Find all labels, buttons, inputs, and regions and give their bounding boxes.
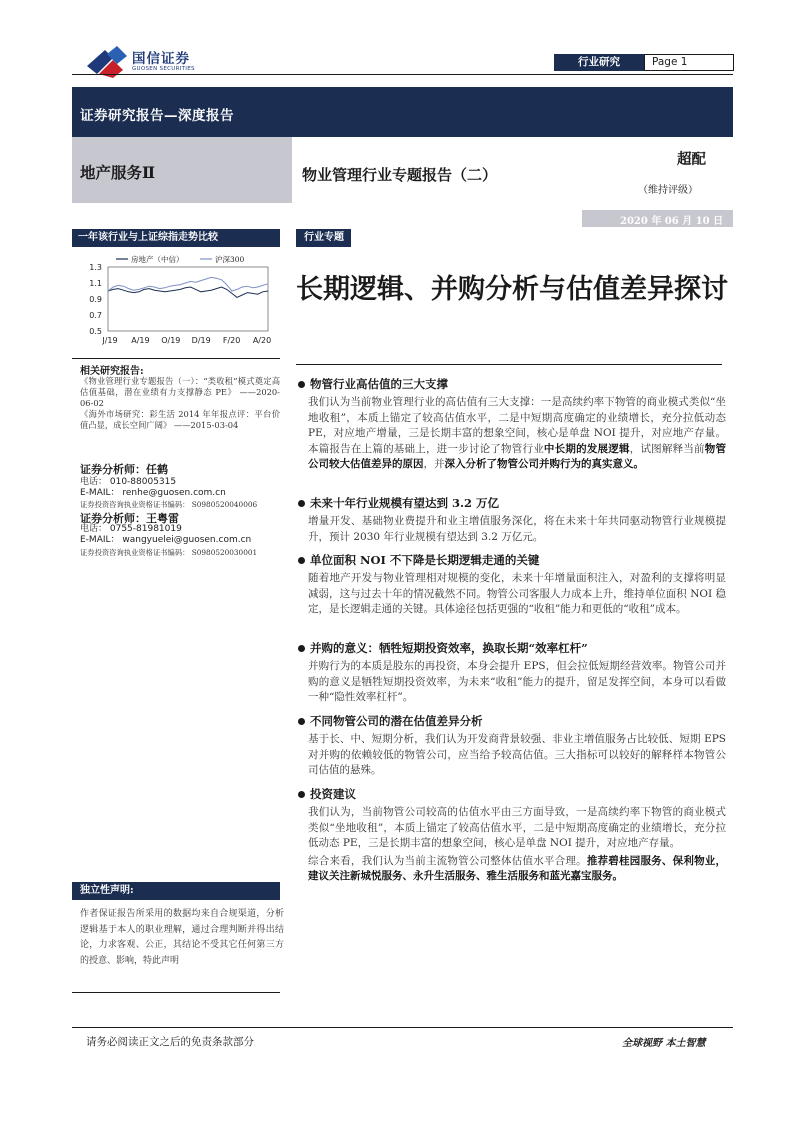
analyst-1-name: 任鹤 [146,463,168,476]
section-1-heading: 物管行业高估值的三大支撑 [296,376,726,393]
footer-slogan: 全球视野 本土智慧 [622,1038,706,1049]
related-item-1: 《物业管理行业专题报告（一）：“类收租”模式奠定高估值基础，潜在业绩有力支撑静态 PE》 ——2020-06-02 [80,376,280,408]
x-tick-label: J/19 [102,336,118,345]
section-6-heading: 投资建议 [296,786,726,803]
rating-note: （维持评级） [638,185,698,196]
section-1 [296,376,726,473]
rating: 超配 [677,151,706,168]
section-6 [296,786,726,885]
x-tick-label: F/20 [222,336,241,345]
section-2-body: 增量开发、基础物业费提升和业主增值服务深化，将在未来十年共同驱动物管行业规模提升，预计 2030 年行业规模有望达到 3.2 万亿元。 [308,515,726,543]
section-2 [296,495,726,545]
trend-chart [72,249,282,349]
legend-label-2: 沪深300 [215,255,245,264]
section-4-heading: 并购的意义：牺牲短期投资效率，换取长期“效率杠杆” [296,640,726,657]
independence-divider [72,992,280,993]
analyst-2-email[interactable]: E-MAIL： wangyuelei@guosen.com.cn [80,535,252,545]
section-6-body: 我们认为，当前物管公司较高的估值水平由三方面导致，一是高续约率下物管的商业模式类似“坐地收租”，本质上锚定了较高估值水平，二是中短期高度确定的业绩增长，充分拉低动态 PE，三是长期丰富的想象空间，核心是单盘 NOI 提升，对应地产存量。 [308,806,726,850]
y-tick-label: 0.7 [89,311,102,320]
report-date: 2020 年 06 月 10 日 [620,216,724,227]
logo-name-en: GUOSEN SECURITIES [132,66,195,72]
y-tick-label: 0.5 [89,327,102,336]
chart-title: 一年该行业与上证综指走势比较 [72,229,280,247]
section-5-heading: 不同物管公司的潜在估值差异分析 [296,713,726,730]
section-5-body: 基于长、中、短期分析，我们认为开发商背景较强、非业主增值服务占比较低、短期 EPS 对并购的依赖较低的物管公司，应当给予较高估值。三大指标可以较好的解释样本物管公司估值的悬殊。 [308,733,726,777]
analyst-1-phone: 电话： 010-88005315 [80,477,177,487]
analyst-2-cert: 证券投资咨询执业资格证书编码： S0980520030001 [80,548,258,557]
legend-label-1: 房地产（中信） [131,255,184,264]
section-3-body: 随着地产开发与物业管理相对规模的变化，未来十年增量面积注入，对盈利的支撑将明显减弱，这与过去十年的情况截然不同。物管公司客服人力成本上升，维持单位面积 NOI 稳定，是长逻辑走通的关键。具体途径包括更强的“收租”能力和更低的“收租”成本。 [308,572,726,616]
independence-text: 作者保证报告所采用的数据均来自合规渠道，分析逻辑基于本人的职业理解，通过合理判断并得出结论，力求客观、公正，其结论不受其它任何第三方的授意、影响，特此声明 [80,909,284,966]
title-divider [296,364,722,365]
x-tick-label: D/19 [191,336,211,345]
analyst-2-phone: 电话： 0755-81981019 [80,524,182,534]
y-tick-label: 1.1 [89,279,102,288]
category-tag: 行业研究 [554,54,644,71]
related-item-2: 《海外市场研究：彩生活 2014 年年报点评：平台价值凸显，成长空间广阔》 ——2015-03-04 [80,409,280,430]
analyst-1-cert: 证券投资咨询执业资格证书编码： S0980520040006 [80,500,258,509]
section-6-conclusion: 综合来看，我们认为当前主流物管公司整体估值水平合理。推荐碧桂园服务、保利物业，建议关注新城悦服务、永升生活服务、雅生活服务和蓝光嘉宝服务。 [308,854,727,883]
page-number: Page 1 [644,54,734,71]
section-5 [296,713,726,779]
x-tick-label: O/19 [161,336,181,345]
x-tick-label: A/19 [131,336,150,345]
y-tick-label: 1.3 [89,263,102,272]
analyst-2-name: 王粤雷 [146,512,179,525]
x-tick-label: A/20 [252,336,272,345]
section-3-heading: 单位面积 NOI 不下降是长期逻辑走通的关键 [296,552,726,569]
series-line-1 [108,287,268,297]
topic-tag: 行业专题 [296,229,351,247]
related-title: 相关研究报告: [80,366,144,377]
report-type: 证券研究报告—深度报告 [80,108,234,124]
chart-plot-frame [108,267,268,331]
y-tick-label: 0.9 [89,295,102,304]
section-4 [296,640,726,706]
analyst-1-email[interactable]: E-MAIL： renhe@guosen.com.cn [80,488,226,498]
analyst-1-title [80,461,168,477]
main-title: 长期逻辑、并购分析与估值差异探讨 [296,274,728,305]
industry-name: 地产服务Ⅱ [80,163,156,182]
analyst-2-role: 证券分析师： [80,512,146,525]
section-3 [296,552,726,618]
side-divider [72,358,280,359]
section-1-body: 我们认为当前物业管理行业的高估值有三大支撑：一是高续约率下物管的商业模式类似“坐地收租”，本质上锚定了较高估值水平，二是中短期高度确定的业绩增长，充分拉低动态 PE，对应地产增量，三是长期丰富的想象空间，核心是单盘 NOI 提升，对应地产存量。本篇报告在上篇的基础上，进一步讨论了物管行业中长期的发展逻辑，试图解释当前物管公司较大估值差异的原因，并深入分析了物管公司并购行为的真实意义。 [308,396,727,471]
section-4-body: 并购行为的本质是股东的再投资，本身会提升 EPS，但会拉低短期经营效率。物管公司并购的意义是牺牲短期投资效率，为未来“收租”能力的提升，留足发挥空间，本身可以看做一种“隐性效率杠杆”。 [308,660,726,704]
footer-disclaimer: 请务必阅读正文之后的免责条款部分 [86,1036,254,1048]
header-rule [72,74,733,75]
analyst-1-role: 证券分析师： [80,463,146,476]
series-line-2 [108,277,268,291]
footer-rule [72,1027,733,1028]
independence-title: 独立性声明: [72,882,280,900]
report-title: 物业管理行业专题报告（二） [302,166,498,184]
logo-name-cn: 国信证券 [132,51,190,67]
section-2-heading: 未来十年行业规模有望达到 3.2 万亿 [296,495,726,512]
